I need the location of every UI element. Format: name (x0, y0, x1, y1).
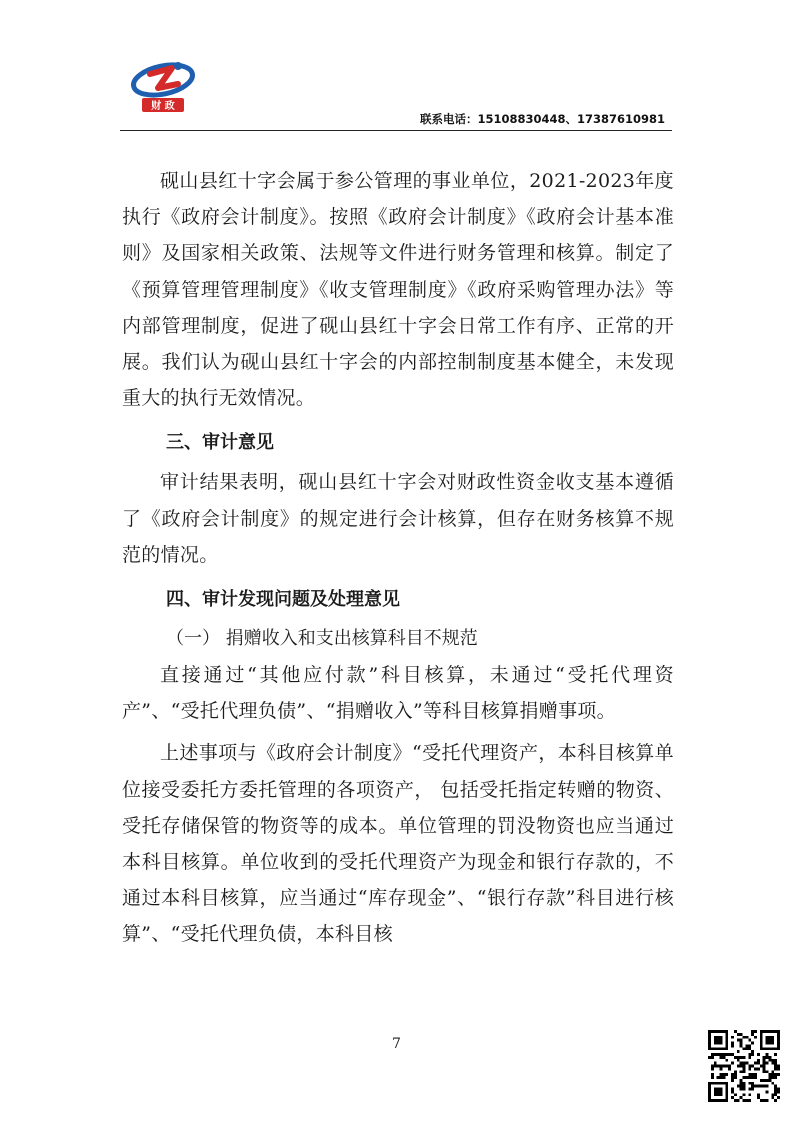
document-body (122, 163, 674, 953)
logo-graphic (128, 54, 198, 118)
header-divider (120, 130, 672, 131)
paragraph-internal-control: 砚山县红十字会属于参公管理的事业单位，2021-2023年度执行《政府会计制度》。按照《政府会计制度》《政府会计基本准则》及国家相关政策、法规等文件进行财务管理和核算。制定了《预算管理管理制度》《收支管理制度》《政府采购管理办法》等内部管理制度，促进了砚山县红十字会日常工作有序、正常的开展。我们认为砚山县红十字会的内部控制制度基本健全，未发现重大的执行无效情况。 (122, 170, 674, 410)
paragraph-audit-result: 审计结果表明，砚山县红十字会对财政性资金收支基本遵循了《政府会计制度》的规定进行会计核算，但存在财务核算不规范的情况。 (122, 471, 674, 566)
paragraph-regulation-reference: 上述事项与《政府会计制度》“受托代理资产，本科目核算单位接受委托方委托管理的各项资产， 包括受托指定转赠的物资、受托存储保管的物资等的成本。单位管理的罚没物资也应当通过本科目核算。单位收到的受托代理资产为现金和银行存款的，不通过本科目核算，应当通过“库存现金”、“银行存款”科目进行核算”、“受托代理负债，本科目核 (122, 742, 674, 946)
section-heading-audit-findings: 四、审计发现问题及处理意见 (166, 589, 400, 611)
qr-code-icon (708, 1030, 780, 1102)
logo-text: 财 政 (151, 101, 175, 112)
page-number: 7 (392, 1036, 401, 1052)
logo (128, 54, 198, 118)
section-heading-audit-opinion: 三、审计意见 (166, 432, 274, 454)
paragraph-direct-accounting: 直接通过“其他应付款”科目核算，未通过“受托代理资产”、“受托代理负债”、“捐赠收入”等科目核算捐赠事项。 (122, 664, 674, 723)
subheading-donation-accounting: （一） 捐赠收入和支出核算科目不规范 (166, 628, 478, 650)
contact-phone: 联系电话：15108830448、17387610981 (420, 112, 666, 126)
